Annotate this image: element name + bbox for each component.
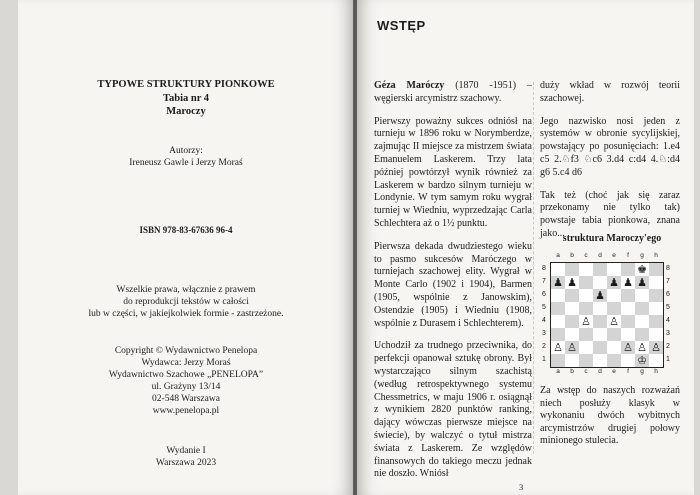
board-square xyxy=(551,315,565,328)
board-square xyxy=(551,276,565,289)
board-square xyxy=(551,302,565,315)
edition-block: Wydanie I Warszawa 2023 xyxy=(155,446,217,468)
board-square xyxy=(565,354,579,367)
board-square xyxy=(565,276,579,289)
chess-piece: ♟ xyxy=(567,276,577,289)
chess-piece: ♙ xyxy=(637,341,647,354)
rights-notice: Wszelkie prawa, włącznie z prawem do reprodukcji tekstów w całości lub w części, w jakiejkolwiek formie - zastrzeżone. xyxy=(88,285,284,319)
file-label: h xyxy=(654,368,658,375)
board-square xyxy=(649,328,663,341)
board-square xyxy=(593,276,607,289)
text-column-right xyxy=(540,80,680,251)
chess-piece: ♔ xyxy=(637,354,647,367)
board-square xyxy=(593,354,607,367)
chess-piece: ♙ xyxy=(623,341,633,354)
text-column-left xyxy=(374,80,532,491)
board-square xyxy=(649,263,663,276)
file-label: f xyxy=(627,252,629,259)
board-square xyxy=(621,354,635,367)
board-square xyxy=(565,328,579,341)
board-square xyxy=(593,302,607,315)
board-square xyxy=(579,289,593,302)
rank-label: 4 xyxy=(666,317,670,324)
rank-label: 3 xyxy=(542,330,546,337)
file-label: g xyxy=(640,252,644,259)
board-square xyxy=(649,289,663,302)
board-square xyxy=(621,302,635,315)
paragraph: Géza Maróczy (1870 -1951) – węgierski arcymistrz szachowy. xyxy=(374,80,532,104)
rank-labels-right xyxy=(664,262,672,366)
board-square xyxy=(649,276,663,289)
board-square xyxy=(565,263,579,276)
file-label: h xyxy=(654,252,658,259)
chess-board xyxy=(550,262,664,368)
chess-piece: ♟ xyxy=(637,276,647,289)
rank-label: 6 xyxy=(542,291,546,298)
board-square xyxy=(551,341,565,354)
isbn: ISBN 978-83-67636 96-4 xyxy=(139,225,233,235)
board-square xyxy=(621,289,635,302)
chess-diagram xyxy=(540,250,682,380)
board-square xyxy=(621,276,635,289)
board-square xyxy=(593,289,607,302)
board-square xyxy=(593,328,607,341)
board-square xyxy=(649,315,663,328)
board-square xyxy=(621,341,635,354)
file-label: e xyxy=(612,368,616,375)
board-square xyxy=(607,315,621,328)
board-square xyxy=(593,263,607,276)
website: www.penelopa.pl xyxy=(152,406,220,416)
chess-piece: ♚ xyxy=(637,263,647,276)
left-page xyxy=(18,0,353,495)
board-square xyxy=(565,289,579,302)
publisher-block: Copyright © Wydawnictwo Penelopa Wydawca: Jerzy Moraś Wydawnictwo Szachowe „PENELOPA” ul. Grażyny 13/14 02-548 Warszawa xyxy=(108,346,264,404)
board-square xyxy=(579,328,593,341)
left-page-edges xyxy=(0,0,18,495)
board-square xyxy=(579,276,593,289)
file-label: a xyxy=(556,252,560,259)
board-square xyxy=(579,341,593,354)
board-square xyxy=(649,354,663,367)
board-square xyxy=(607,263,621,276)
file-label: b xyxy=(570,252,574,259)
board-square xyxy=(579,263,593,276)
file-labels-top xyxy=(551,252,663,259)
chapter-heading: WSTĘP xyxy=(377,18,426,33)
rank-label: 4 xyxy=(542,317,546,324)
rank-label: 7 xyxy=(542,278,546,285)
rank-label: 1 xyxy=(542,356,546,363)
chess-piece: ♟ xyxy=(553,276,563,289)
paragraph: Jego nazwisko nosi jeden z systemów w obronie sycylijskiej, powstający po posunięciach: 1.e4 c5 2.♘f3 ♘c6 3.d4 c:d4 4.♘:d4 g6 5.c4 d6 xyxy=(540,115,680,178)
right-page-edges xyxy=(694,0,700,495)
chess-piece: ♟ xyxy=(609,276,619,289)
file-label: d xyxy=(598,252,602,259)
rank-label: 5 xyxy=(666,304,670,311)
board-square xyxy=(607,276,621,289)
paragraph-after-diagram: Za wstęp do naszych rozważań niech posłuży klasyk w wykonaniu dwóch wybitnych arcymistrzów drugiej połowy minionego stulecia. xyxy=(540,385,680,447)
rank-labels-left xyxy=(540,262,548,366)
authors-block: Autorzy: Ireneusz Gawle i Jerzy Moraś xyxy=(129,146,243,168)
board-square xyxy=(579,315,593,328)
board-square xyxy=(565,315,579,328)
board-square xyxy=(551,289,565,302)
board-square xyxy=(593,315,607,328)
rank-label: 6 xyxy=(666,291,670,298)
board-square xyxy=(635,302,649,315)
board-square xyxy=(635,328,649,341)
file-labels-bottom xyxy=(551,368,663,375)
board-square xyxy=(621,315,635,328)
file-label: f xyxy=(627,368,629,375)
board-square xyxy=(635,341,649,354)
board-square xyxy=(579,354,593,367)
rank-label: 7 xyxy=(666,278,670,285)
board-square xyxy=(635,289,649,302)
paragraph: duży wkład w rozwój teorii szachowej. xyxy=(540,80,680,104)
board-square xyxy=(635,276,649,289)
rank-label: 1 xyxy=(666,356,670,363)
board-square xyxy=(607,289,621,302)
board-square xyxy=(607,341,621,354)
diagram-title: struktura Maroczy'ego xyxy=(562,233,662,244)
file-label: c xyxy=(584,368,588,375)
board-square xyxy=(551,328,565,341)
column-divider xyxy=(533,82,534,454)
chess-piece: ♟ xyxy=(595,289,605,302)
paragraph: Uchodził za trudnego przeciwnika, do perfekcji opanował sztukę obrony. Był wystarczająco silnym szachistą (według retrospektywnego systemu Chessmetrics, w maju 1906 r. osiągnął z wynikiem 2820 punktów ranking, dający wówczas pierwsze miejsce na świecie), by walczyć o tytuł mistrza świata z Laskerem. Ze względów finansowych do takiego meczu jednak nie doszło. Wniósł xyxy=(374,340,532,480)
file-label: e xyxy=(612,252,616,259)
file-label: b xyxy=(570,368,574,375)
board-square xyxy=(635,263,649,276)
right-page xyxy=(357,0,694,495)
file-label: d xyxy=(598,368,602,375)
board-square xyxy=(593,341,607,354)
board-square xyxy=(649,341,663,354)
chess-piece: ♙ xyxy=(609,315,619,328)
board-square xyxy=(551,354,565,367)
board-square xyxy=(649,302,663,315)
board-square xyxy=(565,341,579,354)
chess-piece: ♙ xyxy=(567,341,577,354)
rank-label: 2 xyxy=(542,343,546,350)
rank-label: 3 xyxy=(666,330,670,337)
board-square xyxy=(635,315,649,328)
board-square xyxy=(607,328,621,341)
board-square xyxy=(579,302,593,315)
paragraph: Tak też (choć jak się zaraz przekonamy nie tylko tak) powstaje tabia pionkowa, znana jako... xyxy=(540,189,680,239)
rank-label: 8 xyxy=(666,265,670,272)
book-title: TYPOWE STRUKTURY PIONKOWE Tabia nr 4 Maroczy xyxy=(97,79,275,117)
paragraph: Pierwszy poważny sukces odniósł na turnieju w 1896 roku w Norymberdze, zajmując II miejsce za mistrzem świata Emanuelem Laskerem. Trzy lata później powtórzył wynik również za Laskerem w bardzo silnym turnieju w Londynie. W tym samym roku wygrał turniej w Wiedniu, wyprzedzając Carla Schlechtera aż o 1½ punktu. xyxy=(374,115,532,229)
board-square xyxy=(635,354,649,367)
rank-label: 8 xyxy=(542,265,546,272)
rank-label: 2 xyxy=(666,343,670,350)
chess-piece: ♟ xyxy=(623,276,633,289)
chess-piece: ♙ xyxy=(581,315,591,328)
board-square xyxy=(621,263,635,276)
file-label: a xyxy=(556,368,560,375)
board-square xyxy=(621,328,635,341)
board-square xyxy=(565,302,579,315)
chess-piece: ♙ xyxy=(651,341,661,354)
board-square xyxy=(607,302,621,315)
chess-piece: ♙ xyxy=(553,341,563,354)
page-number: 3 xyxy=(519,482,524,492)
file-label: c xyxy=(584,252,588,259)
paragraph: Pierwsza dekada dwudziestego wieku to pasmo sukcesów Maróczego w turniejach szachowej elity. Wygrał w Monte Carlo (1902 i 1904), Barmen (1905, wspólnie z Janowskim), Ostendzie (1905) i Wiedniu (1908, wspólnie z Durasem i Schlechterem). xyxy=(374,240,532,329)
rank-label: 5 xyxy=(542,304,546,311)
board-square xyxy=(551,263,565,276)
board-square xyxy=(607,354,621,367)
file-label: g xyxy=(640,368,644,375)
